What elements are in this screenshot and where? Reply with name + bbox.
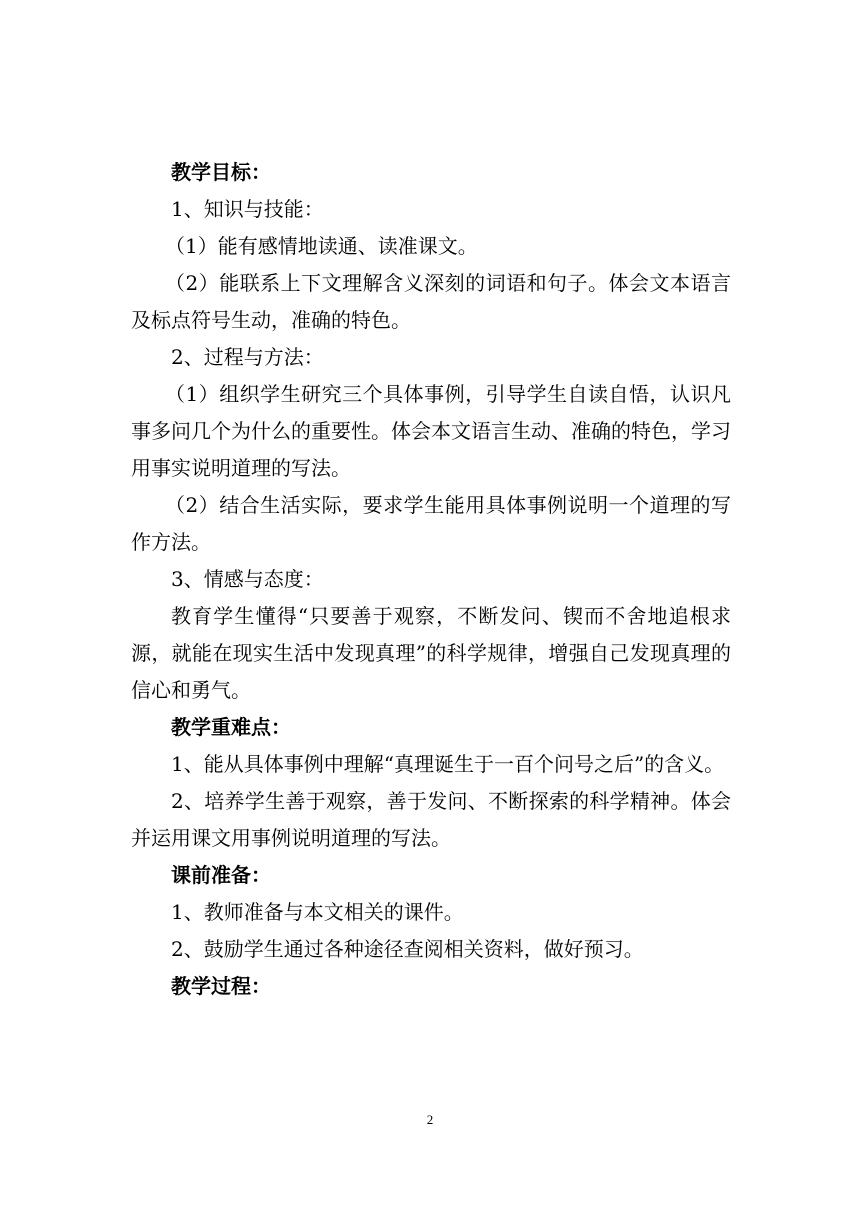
goal-emotion-text: 教育学生懂得“只要善于观察，不断发问、锲而不舍地追根求源，就能在现实生活中发现真理”的科学规律，增强自己发现真理的信心和勇气。 <box>131 604 731 702</box>
heading-teaching-process: 教学过程： <box>171 974 271 998</box>
goal-knowledge-skills: 1、知识与技能： <box>171 197 324 221</box>
goal-process-item-2: （2）结合生活实际，要求学生能用具体事例说明一个道理的写作方法。 <box>131 493 731 554</box>
page-number: 2 <box>426 1112 434 1127</box>
preparation-item-1: 1、教师准备与本文相关的课件。 <box>171 900 464 924</box>
heading-teaching-goals: 教学目标： <box>171 160 271 184</box>
document-body <box>131 154 731 1005</box>
preparation-item-2: 2、鼓励学生通过各种途径查阅相关资料，做好预习。 <box>171 937 644 961</box>
heading-preparation: 课前准备： <box>171 863 271 887</box>
goal-emotion-attitude: 3、情感与态度： <box>171 567 324 591</box>
heading-key-difficulties: 教学重难点： <box>171 715 291 739</box>
difficulty-item-2: 2、培养学生善于观察，善于发问、不断探索的科学精神。体会并运用课文用事例说明道理的写法。 <box>131 789 731 850</box>
goal-knowledge-item-2: （2）能联系上下文理解含义深刻的词语和句子。体会文本语言及标点符号生动，准确的特色。 <box>131 271 731 332</box>
difficulty-item-1: 1、能从具体事例中理解“真理诞生于一百个问号之后”的含义。 <box>171 752 725 776</box>
goal-process-item-1: （1）组织学生研究三个具体事例，引导学生自读自悟，认识凡事多问几个为什么的重要性。体会本文语言生动、准确的特色，学习用事实说明道理的写法。 <box>131 382 731 480</box>
goal-knowledge-item-1: （1）能有感情地读通、读准课文。 <box>165 234 478 258</box>
goal-process-methods: 2、过程与方法： <box>171 345 324 369</box>
